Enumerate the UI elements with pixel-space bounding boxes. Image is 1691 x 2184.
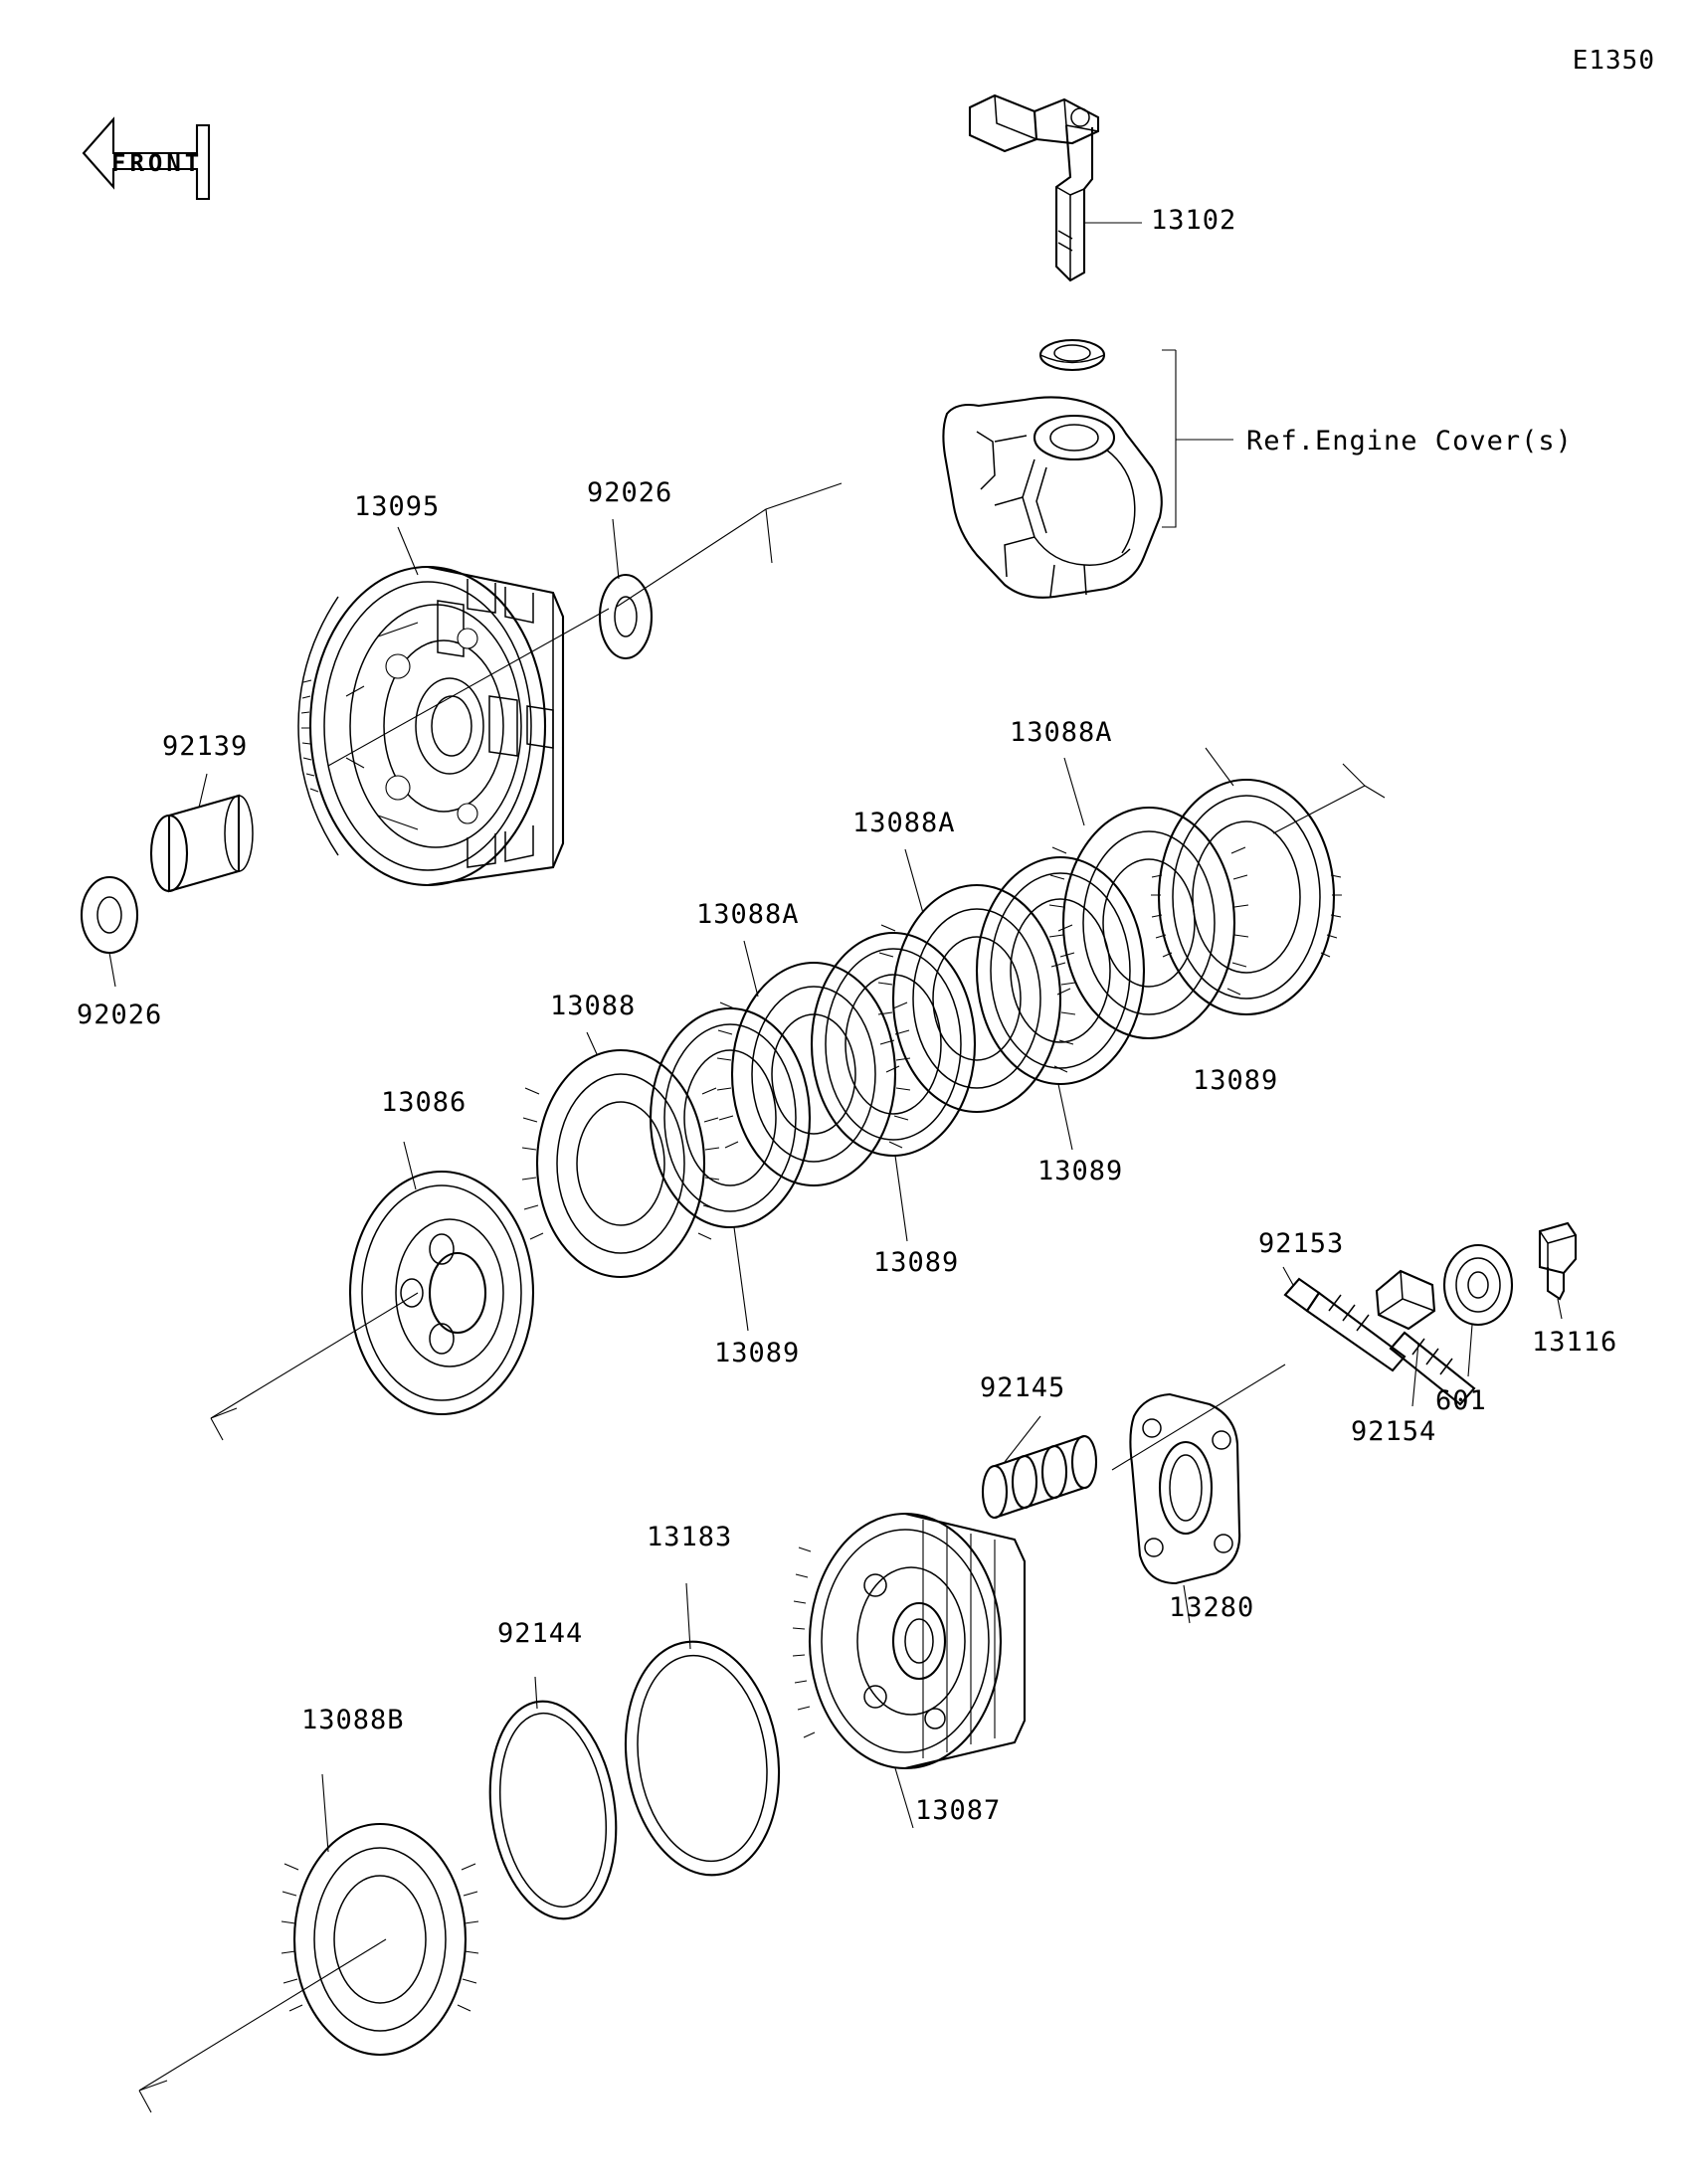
label-13280: 13280 <box>1169 1592 1255 1623</box>
part-13116-pusher <box>1540 1223 1576 1319</box>
label-13095: 13095 <box>354 491 441 522</box>
front-arrow-text: FRONT <box>111 149 204 177</box>
part-13089-steel-plate-1 <box>651 1008 810 1331</box>
label-92154: 92154 <box>1351 1416 1437 1447</box>
label-ref-engine-cover: Ref.Engine Cover(s) <box>1246 426 1573 456</box>
assembly-axis-leaders <box>139 483 1385 2112</box>
part-13086-clutch-plate <box>350 1142 533 1414</box>
part-13088B-friction-plate <box>282 1774 478 2055</box>
label-13102: 13102 <box>1151 205 1237 236</box>
part-13088-friction-plate <box>522 1032 719 1277</box>
part-92026-washer-left <box>82 877 137 987</box>
part-13088A-friction-plate-3 <box>1049 758 1248 1038</box>
label-92026-top: 92026 <box>587 477 673 508</box>
label-13089-mid: 13089 <box>873 1247 960 1278</box>
label-13086: 13086 <box>381 1087 468 1118</box>
part-13089-steel-plate-4 <box>1151 748 1342 1014</box>
label-13089-left: 13089 <box>714 1338 801 1368</box>
part-92139-bushing <box>151 774 253 891</box>
part-13087-clutch-hub <box>793 1514 1025 1828</box>
part-92145-spring <box>983 1416 1096 1518</box>
label-13088B: 13088B <box>301 1705 405 1735</box>
part-engine-cover-reference <box>943 397 1161 597</box>
label-92139: 92139 <box>162 731 249 762</box>
part-13280-holder-plate <box>1112 1365 1285 1623</box>
part-oil-seal-engine-cover <box>1040 340 1104 370</box>
part-13102-release-lever <box>970 95 1142 280</box>
part-92144-ring-spring <box>476 1677 629 1927</box>
label-601: 601 <box>1435 1385 1487 1416</box>
label-13087: 13087 <box>915 1795 1002 1826</box>
reference-bracket <box>1162 350 1233 527</box>
part-13095-clutch-housing <box>298 527 563 885</box>
label-13089-midright: 13089 <box>1037 1156 1124 1186</box>
label-92144: 92144 <box>497 1618 584 1649</box>
part-601-bearing <box>1444 1245 1512 1376</box>
part-13183-ring-plate <box>611 1583 793 1885</box>
diagram-code: E1350 <box>1572 46 1655 76</box>
label-13088A-left: 13088A <box>696 899 800 930</box>
label-13116: 13116 <box>1532 1327 1618 1358</box>
label-13089-right: 13089 <box>1193 1065 1279 1096</box>
label-13088: 13088 <box>550 991 637 1021</box>
label-13183: 13183 <box>647 1522 733 1552</box>
label-92153: 92153 <box>1258 1228 1345 1259</box>
part-13089-steel-plate-2 <box>812 933 975 1241</box>
label-13088A-mid: 13088A <box>852 808 956 838</box>
label-13088A-right: 13088A <box>1010 717 1113 748</box>
label-92145: 92145 <box>980 1372 1066 1403</box>
label-92026-left: 92026 <box>77 1000 163 1030</box>
